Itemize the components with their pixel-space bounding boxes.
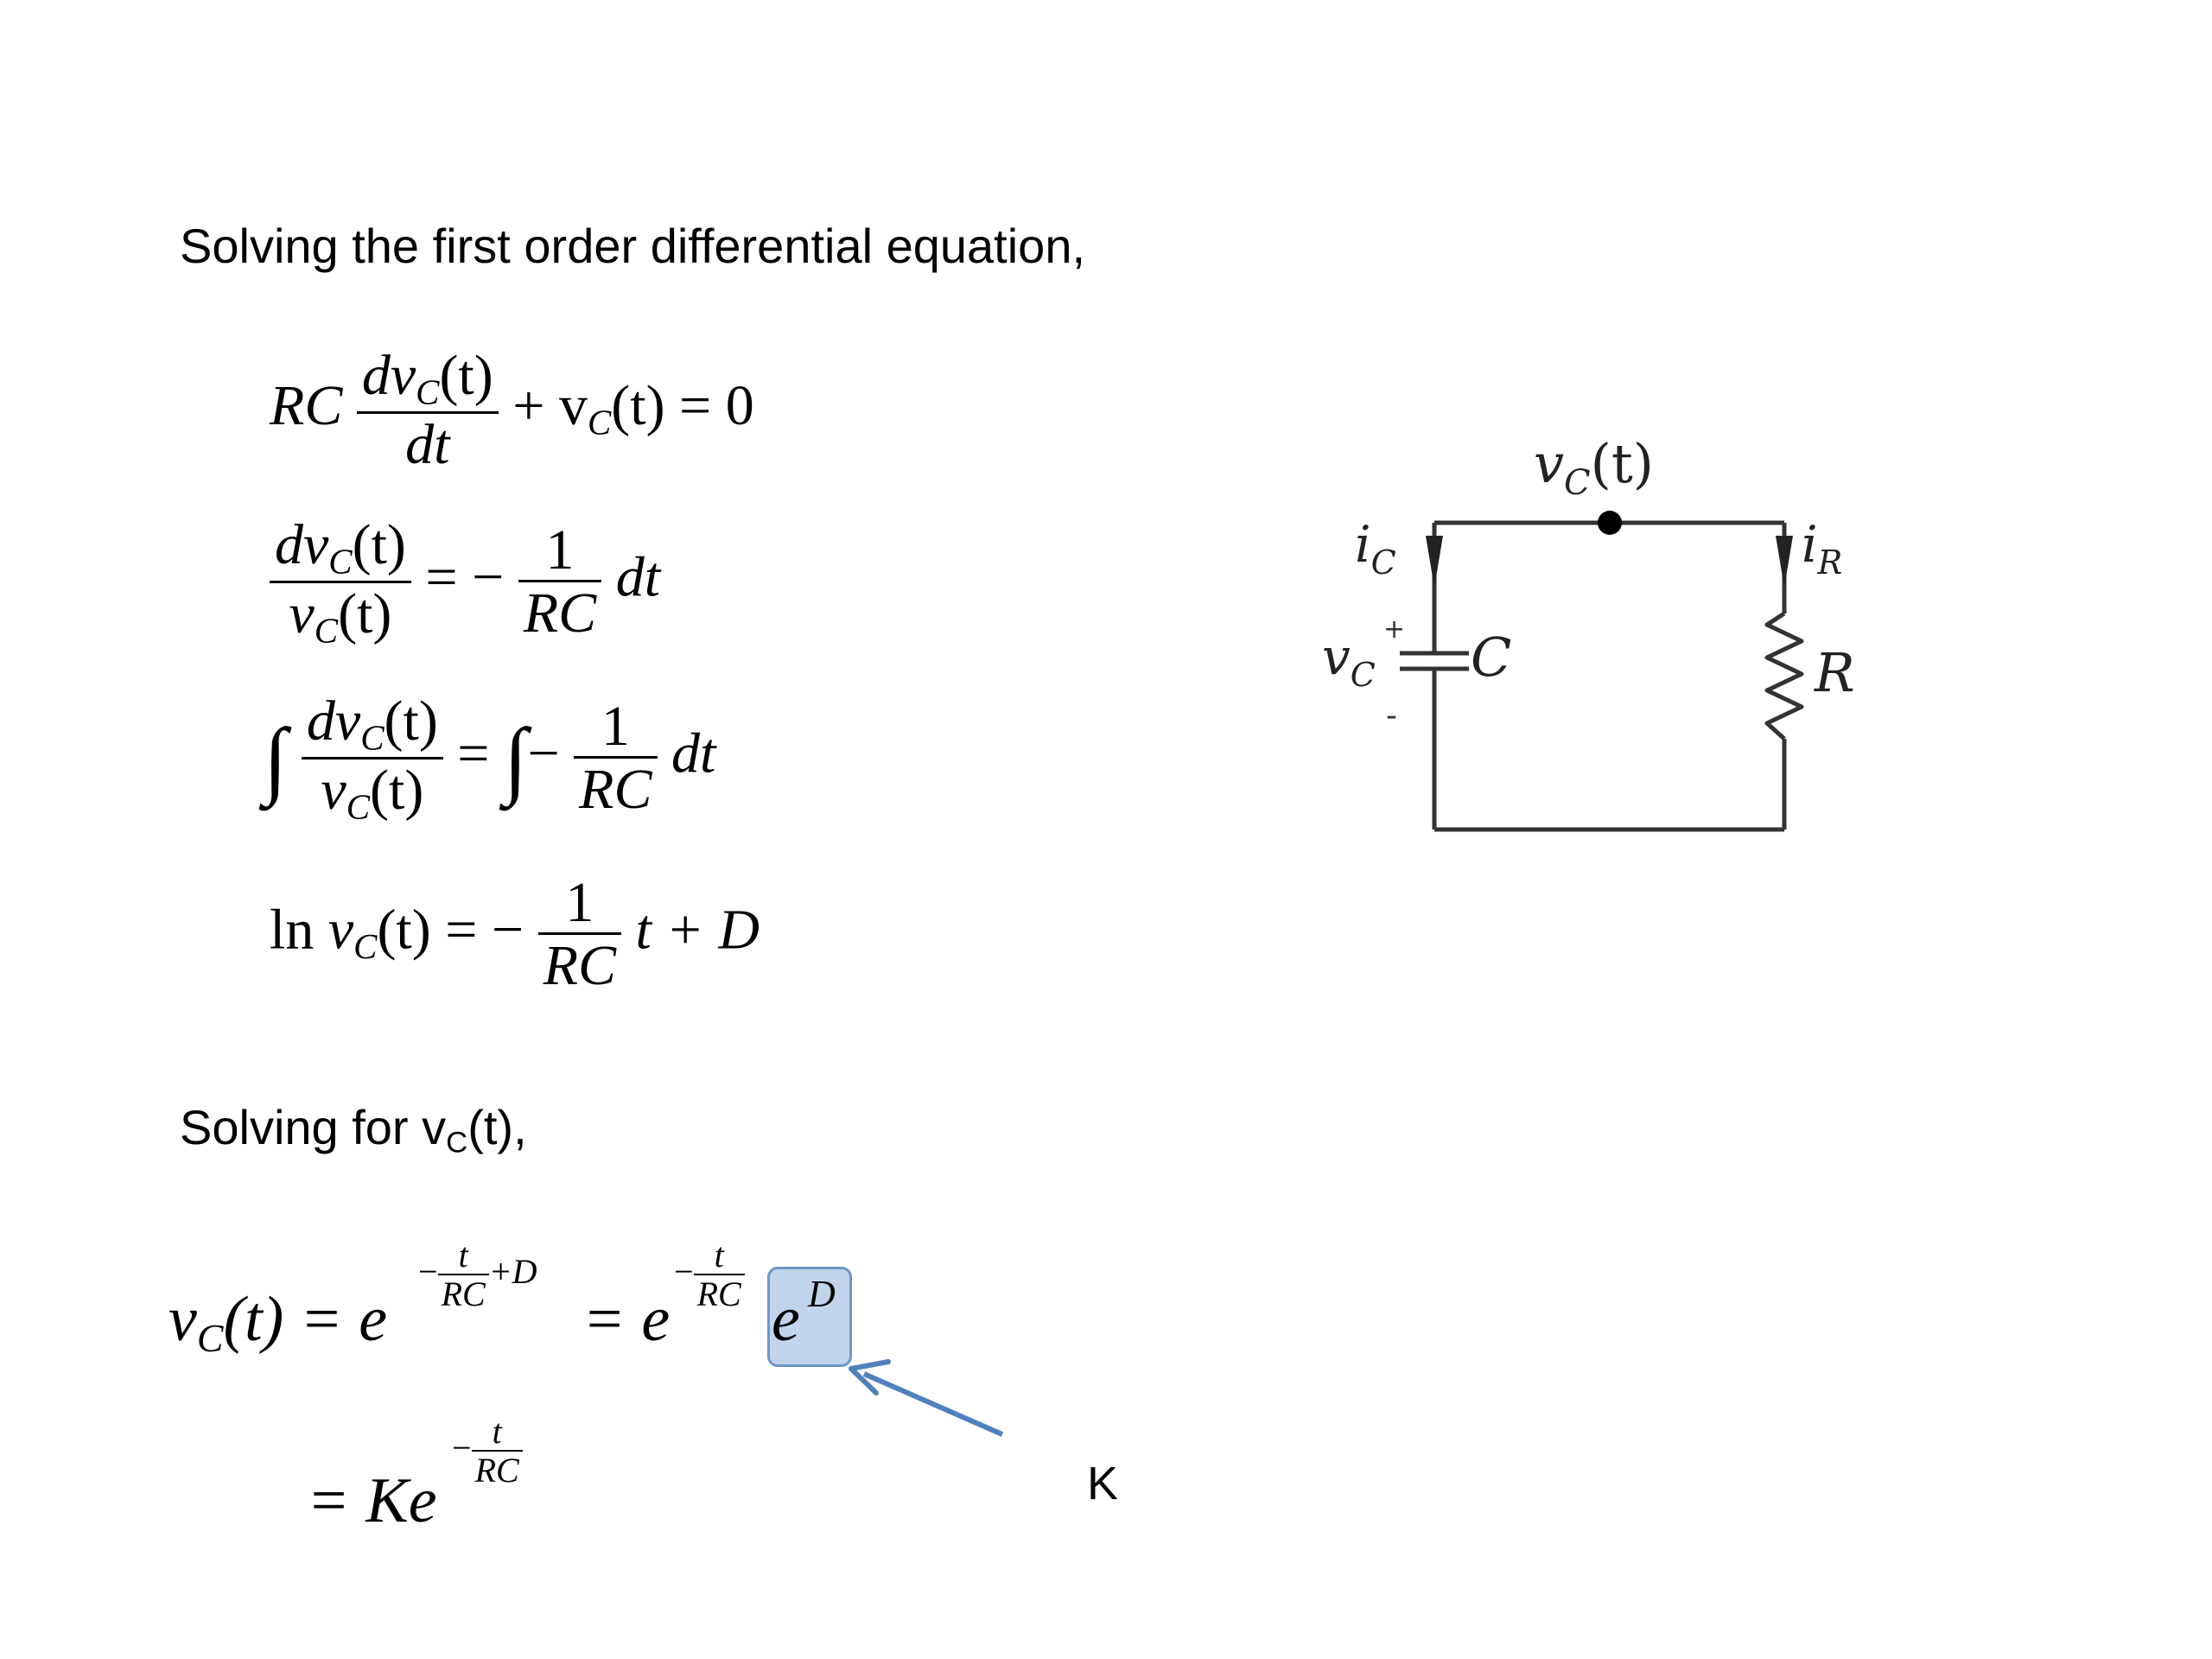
- ic-arrow-icon: [1426, 536, 1443, 588]
- eq3-num: dv: [306, 690, 361, 753]
- vc-plus-sign: +: [1383, 614, 1406, 645]
- eq2-den: v: [289, 582, 315, 646]
- eq4-fnum: 1: [565, 871, 594, 934]
- ic-label: $i_C$: [1355, 515, 1396, 582]
- eq2-equals: = −: [425, 545, 505, 609]
- node-label: $v_C(t)$: [1534, 432, 1654, 503]
- capacitor-label: C: [1471, 626, 1512, 689]
- eq2-den-sub: C: [314, 611, 339, 651]
- eq2-dt: dt: [615, 545, 661, 609]
- eq5-sub: C: [196, 1315, 224, 1360]
- eq3-fnum: 1: [601, 694, 630, 758]
- annotation-label-k: K: [1087, 1458, 1119, 1510]
- eq1-num-sub: C: [416, 372, 440, 412]
- eq4-v: v: [327, 898, 354, 962]
- ir-arrow-icon: [1776, 536, 1793, 588]
- eq3-integral-2: ∫: [504, 710, 528, 807]
- eq5-exp2-minus: −: [674, 1252, 694, 1292]
- resistor-label: R: [1815, 641, 1855, 704]
- eq5-eD-sup: D: [808, 1273, 836, 1315]
- rc-circuit-diagram: [1296, 415, 1901, 864]
- eq3-dt: dt: [671, 721, 716, 785]
- ir-label: $i_R$: [1802, 515, 1843, 582]
- solve-text-suffix: (t),: [467, 1100, 527, 1154]
- intro-text: Solving the first order differential equation,: [180, 219, 1086, 273]
- eq3-num-t: (t): [384, 690, 438, 753]
- eq3-fden: RC: [574, 756, 657, 822]
- eq5-exp1-minus: −: [418, 1252, 438, 1292]
- eq4-fden: RC: [538, 932, 621, 998]
- eq1-rest: (t) = 0: [611, 374, 754, 438]
- solve-text-sub: C: [446, 1126, 468, 1160]
- node-dot: [1598, 511, 1622, 535]
- eq3-integral-1: ∫: [264, 710, 288, 807]
- eq2-fnum: 1: [545, 518, 575, 582]
- solve-text-prefix: Solving for v: [180, 1100, 447, 1154]
- eq1-sub: C: [587, 403, 612, 442]
- eq3-equals: =: [457, 721, 490, 785]
- eq3-num-sub: C: [360, 718, 385, 758]
- eq4-sub: C: [353, 927, 378, 967]
- eq1-rc: RC: [270, 374, 343, 438]
- eq5-exp1-num: t: [458, 1236, 468, 1274]
- eq2-num-t: (t): [352, 513, 406, 576]
- eq6-exp-den: RC: [472, 1450, 523, 1490]
- eq1-plus: + v: [512, 374, 588, 438]
- eq5-second-e: = e: [582, 1284, 671, 1355]
- equation-6: = Ke: [307, 1465, 437, 1536]
- eq1-num: dv: [361, 344, 416, 407]
- eq5-exp2-num: t: [714, 1236, 724, 1274]
- eq5-v: v: [168, 1284, 197, 1355]
- eq2-den-t: (t): [338, 582, 392, 646]
- eq4-rest: t + D: [635, 898, 760, 962]
- eq2-num: dv: [275, 513, 329, 576]
- eq4-ln: ln: [270, 898, 315, 962]
- eq5-eD-base: e: [772, 1284, 800, 1355]
- eq2-num-sub: C: [328, 542, 353, 582]
- vc-minus-sign: -: [1386, 698, 1397, 734]
- eq4-t: (t) = −: [377, 898, 524, 962]
- eq6-exp-fraction: [472, 1414, 523, 1490]
- eq3-den-t: (t): [370, 759, 424, 823]
- resistor-zigzag: [1767, 613, 1802, 739]
- eq6-exp-minus: −: [452, 1428, 472, 1468]
- eq6-exponent: [452, 1414, 523, 1490]
- eq1-num-t: (t): [439, 344, 493, 407]
- eq2-fden: RC: [518, 580, 601, 645]
- eq1-den: dt: [357, 411, 499, 477]
- vc-label: $v_C$: [1322, 627, 1376, 694]
- eq5-exp2-den: RC: [694, 1274, 745, 1313]
- eq6-exp-num: t: [492, 1412, 502, 1451]
- eq3-den: v: [321, 759, 346, 823]
- eq3-den-sub: C: [346, 787, 370, 827]
- eq5-exp1-den: RC: [438, 1274, 489, 1313]
- eq5-lhs2: (t) = e: [223, 1284, 388, 1355]
- eq5-exp1-plus: +D: [488, 1252, 537, 1292]
- eq3-minus: −: [527, 721, 560, 785]
